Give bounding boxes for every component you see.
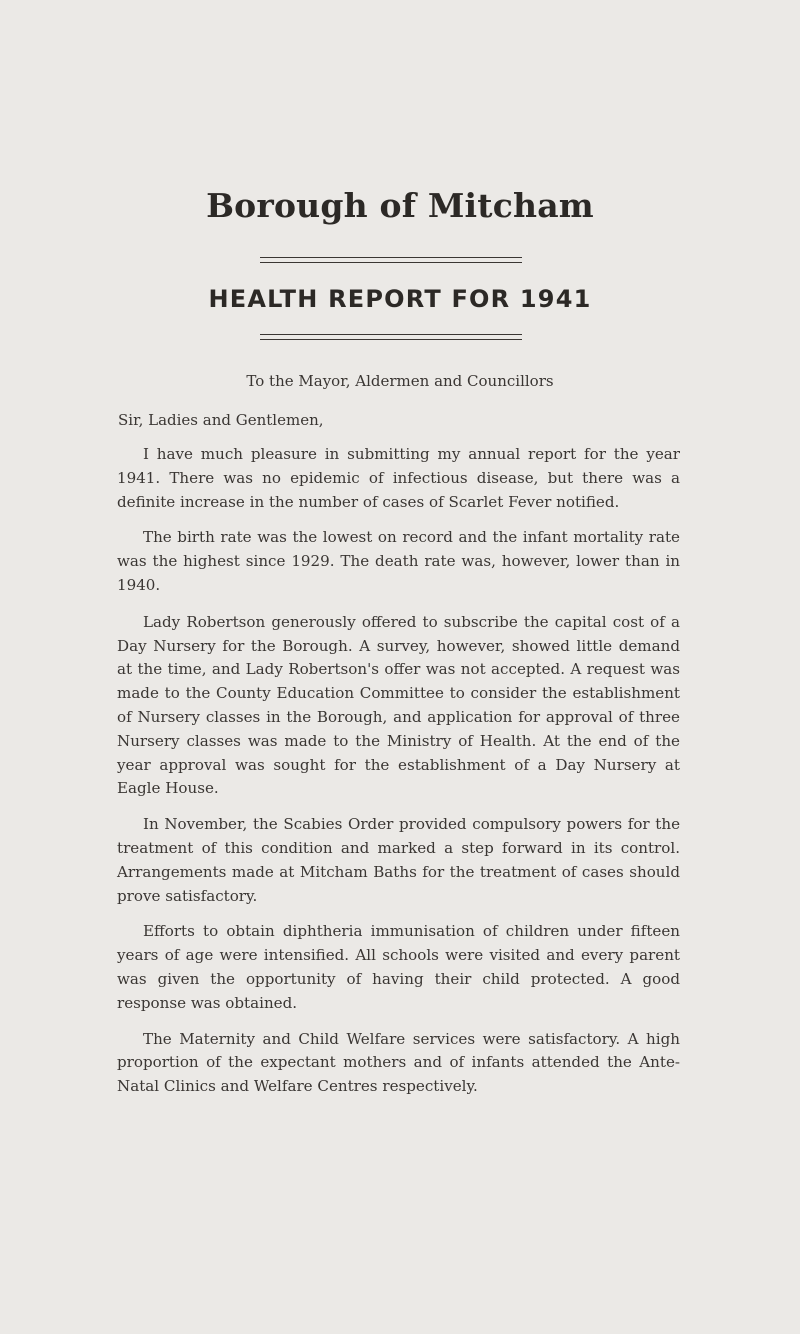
salutation: Sir, Ladies and Gentlemen,: [118, 411, 324, 429]
heading-divider: [260, 334, 522, 340]
report-heading: HEALTH REPORT FOR 1941: [208, 285, 592, 313]
paragraph-maternity: The Maternity and Child Welfare services were satisfactory. A high proportion of the expectant mothers and of infants attended the Ante-Natal Clinics and Welfare Centres respectively.: [117, 1029, 680, 1096]
title-divider: [260, 257, 522, 263]
address-line: To the Mayor, Aldermen and Councillors: [246, 372, 554, 390]
document-title: Borough of Mitcham: [206, 186, 594, 225]
paragraph-day-nursery: Lady Robertson generously offered to subscribe the capital cost of a Day Nursery for the Borough. A survey, however, showed little demand at the time, and Lady Robertson's offer was not accepted. A request was made to the County Education Committee to consider the establishment of Nursery classes in the Borough, and application for approval of three Nursery classes was made to the Ministry of Health. At the end of the year approval was sought for the establishment of a Day Nursery at Eagle House.: [117, 612, 680, 798]
report-body: [117, 443, 680, 1111]
paragraph-diphtheria: Efforts to obtain diphtheria immunisation of children under fifteen years of age were intensified. All schools were visited and every parent was given the opportunity of having their child protected. A good response was obtained.: [117, 922, 680, 1012]
paragraph-scabies: In November, the Scabies Order provided compulsory powers for the treatment of this condition and marked a step forward in its control. Arrangements made at Mitcham Baths for the treatment of cases should prove satisfactory.: [117, 815, 680, 905]
paragraph-summary: I have much pleasure in submitting my annual report for the year 1941. There was no epidemic of infectious disease, but there was a definite increase in the number of cases of Scarlet Fever notified.: [117, 445, 680, 511]
paragraph-birth-rate: The birth rate was the lowest on record and the infant mortality rate was the highest since 1929. The death rate was, however, lower than in 1940.: [117, 528, 680, 594]
